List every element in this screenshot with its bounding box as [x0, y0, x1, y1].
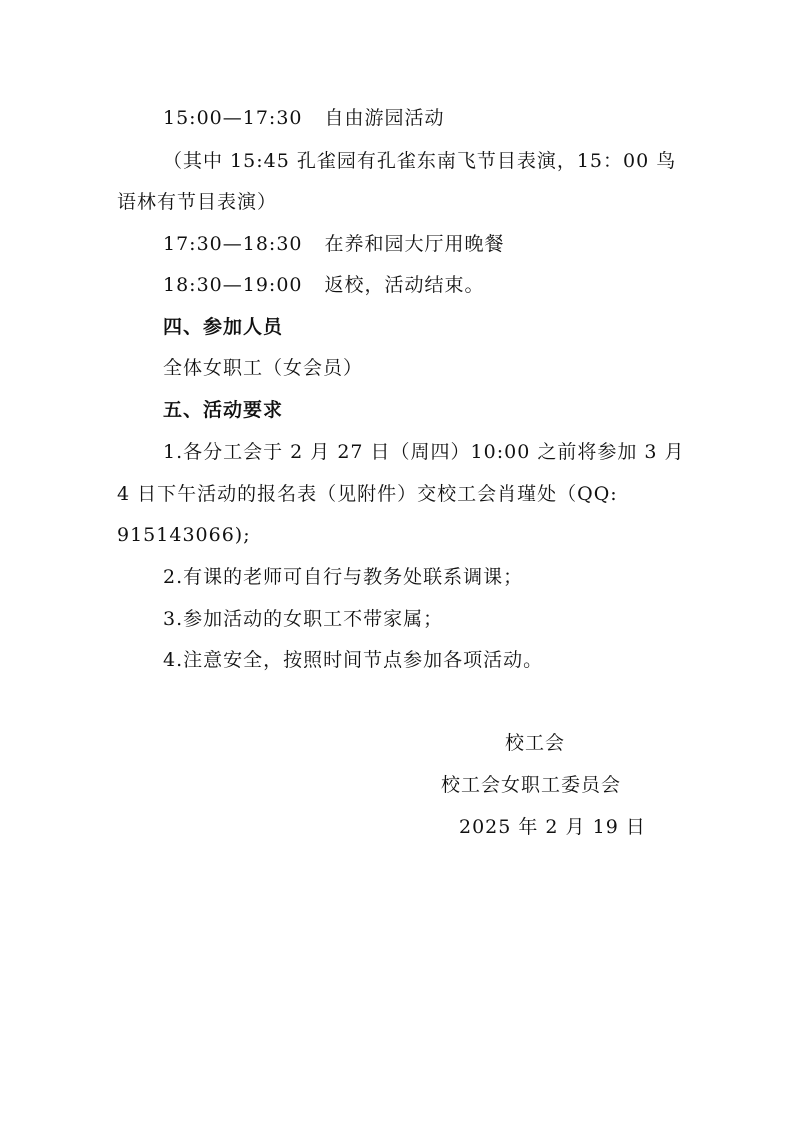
- schedule-time: 17:30—18:30: [163, 233, 303, 255]
- section-4-body: 全体女职工（女会员）: [163, 357, 364, 379]
- schedule-time: 18:30—19:00: [163, 274, 303, 296]
- requirement-1-line-3: 915143066);: [117, 524, 251, 546]
- schedule-time: 15:00—17:30: [163, 107, 303, 129]
- signature-org-2: 校工会女职工委员会: [441, 774, 622, 796]
- requirement-1-line-1: 1.各分工会于 2 月 27 日（周四）10:00 之前将参加 3 月: [163, 441, 685, 463]
- schedule-row-3: [163, 232, 505, 256]
- signature-org-1: 校工会: [505, 732, 566, 754]
- section-4-heading: 四、参加人员: [163, 316, 284, 338]
- section-5-heading: 五、活动要求: [163, 399, 284, 421]
- requirement-1-line-2: 4 日下午活动的报名表（见附件）交校工会肖瑾处（QQ:: [117, 483, 618, 505]
- requirement-4: 4.注意安全，按照时间节点参加各项活动。: [163, 649, 544, 671]
- schedule-note-line-1: （其中 15:45 孔雀园有孔雀东南飞节目表演，15：00 鸟: [163, 150, 677, 172]
- requirement-3: 3.参加活动的女职工不带家属；: [163, 608, 444, 630]
- schedule-row-4: [163, 273, 485, 297]
- schedule-activity: 自由游园活动: [324, 107, 445, 129]
- schedule-note-line-2: 语林有节目表演）: [117, 191, 278, 213]
- requirement-2: 2.有课的老师可自行与教务处联系调课；: [163, 566, 524, 588]
- signature-date: 2025 年 2 月 19 日: [459, 816, 646, 838]
- schedule-activity: 返校，活动结束。: [324, 274, 485, 296]
- schedule-row-1: [163, 106, 445, 130]
- schedule-activity: 在养和园大厅用晚餐: [324, 233, 505, 255]
